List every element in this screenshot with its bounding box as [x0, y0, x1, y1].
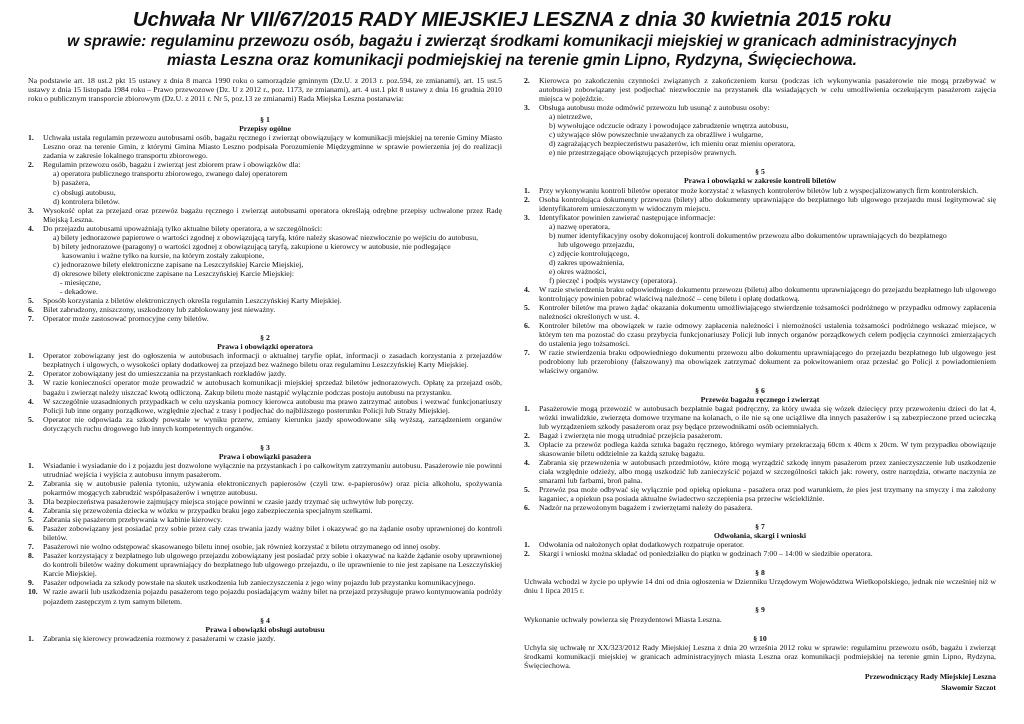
section-5-subitem: a) nazwę operatora, [549, 221, 610, 231]
section-4-item: 2. Kierowca po zakończeniu czynności związanych z zakończeniem kursu (podczas ich wykonywania pasażerowie nie mogą przebywać w autobusie) zobowiązany jest podjechać niezwłocznie na przystanek dla wsiadających w celu umożliwienia oczekującym pasażerom zajęcia miejsca w pojeździe. [524, 76, 996, 104]
section-4-subitem: d) zagrażających bezpieczeństwu pasażerów, ich mieniu oraz mieniu operatora, [549, 139, 796, 149]
section-1-item-5-text: Sposób korzystania z biletów elektronicznych określa regulamin Leszczyńskiej Karty Miejskiej. [43, 296, 342, 306]
section-5-item: 4. W razie stwierdzenia braku odpowiedniego dokumentu przewozu (biletu) albo dokumentu uprawniającego do przejazdu bezpłatnego lub ulgowego kontrolujący powinien pobrać właściwą należność – cenę biletu i opłatę dodatkową. [524, 285, 996, 304]
section-3-item: 6. Pasażer zobowiązany jest posiadać przy sobie przez cały czas trwania jazdy ważny bilet i okazywać go na żądanie osoby uprawnionej do kontroli biletów. [28, 524, 502, 543]
section-5-subitem: c) zdjęcie kontrolującego, [549, 248, 630, 258]
section-8 [524, 568, 996, 595]
section-2-item: 1. Operator zobowiązany jest do ogłoszenia w autobusach informacji o aktualnej taryfie opłat, informacji o zasadach korzystania z przejazdów bezpłatnych i ulgowych, o wysokości opłaty dodatkowej za przejazd bez ważnego biletu oraz regulaminu Leszczyńskiej Karty Miejskiej. [28, 351, 502, 370]
section-3-item-3-text: Dla bezpieczeństwa pasażerowie zajmujący miejsca stojące powinni w czasie jazdy trzymać się uchwytów lub poręczy. [43, 497, 414, 507]
section-3-title: Prawa i obowiązki pasażera [218, 451, 312, 461]
section-2-item: 2. Operator zobowiązany jest do umieszczania na przystankach rozkładów jazdy. [28, 369, 502, 378]
section-2-item: 4. W szczególnie uzasadnionych przypadkach w celu uzyskania pomocy kierowca autobusu ma prawo zatrzymać autobus i wezwać funkcjonariuszy Policji lub inne organy porządkowe, względnie zjechać z trasy i podjechać do najbliższego posterunku Policji lub Straży Miejskiej. [28, 396, 502, 415]
section-3-item: 7. Pasażerowi nie wolno odstępować skasowanego biletu innej osobie, jak również korzystać z biletu otrzymanego od innej osoby. [28, 542, 502, 551]
document-subtitle-line-2: miasta Leszna oraz komunikacji podmiejskiej na terenie gmin Lipno, Rydzyna, Święciechowa. [167, 52, 857, 69]
section-6-item: 1. Pasażerowie mogą przewozić w autobusach bezpłatnie bagaż podręczny, za który uważa się wózek dziecięcy przy przewożeniu dzieci do lat 4, wózki inwalidzkie, zwierzęta domowe trzymane na kolanach, o ile nie są one uciążliwe dla innych pasażerów i są zabezpieczone przed ucieczką lub wyrządzeniem szkody pasażerom oraz psy będące przewodnikami osób ociemniałych. [524, 403, 996, 431]
section-10 [524, 634, 996, 692]
left-column [28, 76, 502, 653]
section-1-item: 3. Wysokość opłat za przejazd oraz przewóz bagażu ręcznego i zwierząt autobusami operatora określają odrębne przepisy uchwalone przez Radę Miejską Leszna. [28, 205, 502, 224]
section-1-subitem: b) pasażera, [53, 178, 91, 188]
legal-basis-intro: Na podstawie art. 18 ust.2 pkt 15 ustawy z dnia 8 marca 1990 roku o samorządzie gminnym (Dz.U. z 2013 r. poz.594, ze zmianami), art. 15 ust.5 ustawy z dnia 15 listopada 1984 roku – Prawo przewozowe (Dz. U z 2012 r., poz. 1173, ze zmianami), art. 4 ust.1 pkt 8 ustawy z dnia 16 grudnia 2010 roku o publicznym transporcie zbiorowym (Dz.U. z 2011 r. Nr 5, poz.13 ze zmianami) Rada Miejska Leszna postanawia: [28, 76, 502, 104]
section-7-item-1-text: Odwołania od nałożonych opłat dodatkowych rozpatruje operator. [539, 540, 745, 550]
section-5-item: 3. Identyfikator powinien zawierać następujące informacje: [524, 213, 996, 222]
section-6-item: 6. Nadzór na przewożonym bagażem i zwierzętami należy do pasażera. [524, 503, 996, 512]
section-5-subitem: f) pieczęć i podpis wystawcy (operatora). [549, 275, 678, 285]
section-2 [28, 333, 502, 433]
section-1-item: 2. Regulamin przewozu osób, bagażu i zwierząt jest zbiorem praw i obowiązków dla: [28, 160, 502, 169]
section-5-item-1-text: Przy wykonywaniu kontroli biletów operator może korzystać z własnych kontrolerów biletów lub z wyspecjalizowanych firm kontrolerskich. [539, 185, 979, 195]
section-3-item: 3. Dla bezpieczeństwa pasażerowie zajmujący miejsca stojące powinni w czasie jazdy trzymać się uchwytów lub poręczy. [28, 497, 502, 506]
section-7-item: 1. Odwołania od nałożonych opłat dodatkowych rozpatruje operator. [524, 540, 996, 549]
section-1-subitem: d) kontrolera biletów. [53, 196, 120, 206]
section-9-text: Wykonanie uchwały powierza się Prezydentowi Miasta Leszna. [524, 614, 722, 624]
section-4-item-2-text: Kierowca po zakończeniu czynności związanych z zakończeniem kursu (podczas ich wykonywania pasażerowie nie mogą przebywać w autobusie) zobowiązany jest podjechać niezwłocznie na przystanek dla wsiadających w celu umożliwienia oczekującym pasażerom zajęcia miejsca w pojeździe. [539, 76, 996, 104]
section-3-item-7-text: Pasażerowi nie wolno odstępować skasowanego biletu innej osobie, jak również korzystać z biletu otrzymanego od innej osoby. [43, 542, 441, 552]
section-1-number: § 1 [260, 115, 270, 125]
section-4-subitem: e) nie przestrzegające obowiązujących przepisów prawnych. [549, 148, 737, 158]
section-4-start [28, 616, 502, 643]
section-3-item: 9. Pasażer odpowiada za szkody powstałe na skutek uszkodzenia lub zanieczyszczenia z jego winy pojazdu lub przystanku komunikacyjnego. [28, 578, 502, 587]
document-title: Uchwała Nr VII/67/2015 RADY MIEJSKIEJ LESZNA z dnia 30 kwietnia 2015 roku [132, 8, 892, 31]
section-1-item-1-text: Uchwała ustala regulamin przewozu autobusami osób, bagażu ręcznego i zwierząt obowiązujący w komunikacji miejskiej na terenie Gminy Miasto Leszno oraz na terenie Gmin, z którymi Gmina Miasto Leszno podpisała Porozumienie Międzygminne w sprawie powierzenia jej do realizacji zadania w zakresie lokalnego transportu zbiorowego. [43, 133, 502, 161]
section-5-item-3-text: Identyfikator powinien zawierać następujące informacje: [539, 212, 716, 222]
section-6-title: Przewóz bagażu ręcznego i zwierząt [700, 394, 820, 404]
section-1-subitem: c) jednorazowe bilety elektroniczne zapisane na Leszczyńskiej Karcie Miejskiej, [53, 259, 304, 269]
section-4-subitem: c) używające słów powszechnie uważanych za obraźliwe i wulgarne, [549, 130, 764, 140]
section-1 [28, 115, 502, 323]
section-1-item: 6. Bilet zabrudzony, zniszczony, uszkodzony lub zablokowany jest nieważny. [28, 305, 502, 314]
section-3-item: 10. W razie awarii lub uszkodzenia pojazdu pasażerom tego pojazdu posiadającym ważny bilet na przejazd przysługuje prawo kontynuowania podróży pojazdem zastępczym z tym samym biletem. [28, 587, 502, 606]
section-7-title: Odwołania, skargi i wnioski [713, 531, 807, 541]
section-1-item-6-text: Bilet zabrudzony, zniszczony, uszkodzony lub zablokowany jest nieważny. [43, 305, 276, 315]
section-3-item-6-text: Pasażer zobowiązany jest posiadać przy sobie przez cały czas trwania jazdy ważny bilet i okazywać go na żądanie osoby uprawnionej do kontroli biletów. [43, 524, 502, 543]
section-5-subitem: e) okres ważności, [549, 266, 607, 276]
section-10-number: § 10 [753, 633, 767, 643]
section-5-title: Prawa i obowiązki w zakresie kontroli biletów [683, 176, 837, 186]
section-7-number: § 7 [755, 522, 765, 532]
section-3-number: § 3 [260, 442, 270, 452]
document-subtitle-line-1: w sprawie: regulaminu przewozu osób, bagażu i zwierząt środkami komunikacji miejskiej w granicach administracyjnych [67, 33, 957, 50]
section-2-title: Prawa i obowiązki operatora [217, 342, 313, 352]
section-2-item: 5. Operator nie odpowiada za szkody powstałe w wyniku przerw, zmiany kierunku jazdy spowodowane siłą wyższą, zarządzeniem organów dotyczących ruchu drogowego lub innych kompetentnych organów. [28, 414, 502, 433]
section-3-item-8-text: Pasażer korzystający z bezpłatnego lub ulgowego przejazdu zobowiązany jest posiadać przy sobie i okazywać na każde żądanie osoby uprawnionej do kontroli biletów ważny dokument uprawniający do bezpłatnego lub ulgowego przejazdu, o ile uprawnienie to nie jest zapisane na Leszczyńskiej Karcie Miejskiej. [43, 551, 502, 579]
section-10-text: Uchyla się uchwałę nr XX/323/2012 Rady Miejskiej Leszna z dnia 20 września 2012 roku w sprawie: regulaminu przewozu osób, bagażu i zwierząt środkami komunikacji miejskiej w granicach administracyjnych miasta Leszna oraz komunikacji podmiejskiej na terenie gmin Lipno, Rydzyna, Święciechowa. [524, 642, 996, 670]
section-2-item-1-text: Operator zobowiązany jest do ogłoszenia w autobusach informacji o aktualnej taryfie opłat, informacji o zasadach korzystania z przejazdów bezpłatnych i ulgowych, o wysokości opłaty dodatkowej za przejazd bez ważnego biletu oraz regulaminu Leszczyńskiej Karty Miejskiej. [43, 351, 502, 370]
section-1-subitem: a) bilety jednorazowe papierowe o wartości zgodnej z obowiązującą taryfą, które należy skasować niezwłocznie po wejściu do autobusu, [53, 232, 479, 242]
section-5 [524, 167, 996, 375]
section-4-item-1-text: Zabrania się kierowcy prowadzenia rozmowy z pasażerami w czasie jazdy. [43, 633, 276, 643]
section-6-item-3-text: Opłacie za przewóz podlega każda sztuka bagażu ręcznego, którego wymiary przekraczają 60cm x 40cm x 20cm. W tym przypadku obowiązuje skasowanie biletu oddzielnie za każdą sztukę bagażu. [539, 439, 996, 458]
section-5-item: 1. Przy wykonywaniu kontroli biletów operator może korzystać z własnych kontrolerów biletów lub z wyspecjalizowanych firm kontrolerskich. [524, 186, 996, 195]
section-3-item: 1. Wsiadanie i wysiadanie do i z pojazdu jest dozwolone wyłącznie na przystankach i po całkowitym zatrzymaniu autobusu. Pasażerowie nie powinni utrudniać wejścia i wyjścia z autobusu innym pasażerom. [28, 460, 502, 479]
section-5-item: 2. Osoba kontrolująca dokumenty przewozu (bilety) albo dokumenty uprawniające do bezpłatnego lub ulgowego przejazdu musi legitymować się identyfikatorem umieszczonym w widocznym miejscu. [524, 194, 996, 213]
section-5-item: 5. Kontroler biletów ma prawo żądać okazania dokumentu umożliwiającego stwierdzenie tożsamości podróżnego w przypadku odmowy zapłacenia należności określonych w ust. 4. [524, 303, 996, 322]
section-6-item-5-text: Przewóz psa może odbywać się wyłącznie pod opieką opiekuna - pasażera oraz pod warunkiem, że pies jest trzymany na smyczy i ma założony kaganiec, a opiekun psa posiada aktualne świadectwo szczepienia psa przeciw wściekliźnie. [539, 485, 996, 504]
section-7-item: 2. Skargi i wnioski można składać od poniedziałku do piątku w godzinach 7:00 – 14:00 w siedzibie operatora. [524, 549, 996, 558]
section-5-subitem-continuation: lub ulgowego przejazdu, [558, 239, 635, 249]
section-4-item-3-text: Obsługa autobusu może odmówić przewozu lub usunąć z autobusu osoby: [539, 103, 770, 113]
section-6-item-6-text: Nadzór na przewożonym bagażem i zwierzętami należy do pasażera. [539, 503, 753, 513]
section-3-item-2-text: Zabrania się w autobusie palenia tytoniu, używania elektronicznych papierosów (czyli tzw. e-papierosów) oraz picia alkoholu, spożywania pokarmów mogących zabrudzić współpasażerów i wnętrze autobusu. [43, 478, 502, 497]
section-6-item-1-text: Pasażerowie mogą przewozić w autobusach bezpłatnie bagaż podręczny, za który uważa się wózek dziecięcy przy przewożeniu dzieci do lat 4, wózki inwalidzkie, zwierzęta domowe trzymane na kolanach, o ile nie są one uciążliwe dla innych pasażerów i są zabezpieczone przed ucieczką lub wyrządzeniem szkody pasażerom oraz psy będące przewodnikami osób ociemniałych. [539, 403, 996, 431]
section-1-item-4-text: Do przejazdu autobusami upoważniają tylko aktualne bilety operatora, a w szczególności: [43, 223, 323, 233]
section-5-number: § 5 [755, 167, 765, 177]
section-1-item: 4. Do przejazdu autobusami upoważniają tylko aktualne bilety operatora, a w szczególności: [28, 224, 502, 233]
section-9-number: § 9 [755, 605, 765, 615]
section-6-item: 5. Przewóz psa może odbywać się wyłącznie pod opieką opiekuna - pasażera oraz pod warunkiem, że pies jest trzymany na smyczy i ma założony kaganiec, a opiekun psa posiada aktualne świadectwo szczepienia psa przeciw wściekliźnie. [524, 485, 996, 504]
section-6-number: § 6 [755, 385, 765, 395]
section-2-item-2-text: Operator zobowiązany jest do umieszczania na przystankach rozkładów jazdy. [43, 369, 287, 379]
section-1-subitem: b) bilety jednorazowe (paragony) o wartości zgodnej z obowiązującą taryfą, zakupione u kierowcy w autobusie, nie podlegające [53, 241, 451, 251]
section-3-item-4-text: Zabrania się przewożenia dziecka w wózku w przypadku braku jego zabezpieczenia specjalnym szelkami. [43, 506, 373, 516]
section-6-item: 2. Bagaż i zwierzęta nie mogą utrudniać przejścia pasażerom. [524, 431, 996, 440]
section-9 [524, 605, 996, 623]
signature-name: Sławomir Szczot [941, 682, 996, 692]
section-3-item: 2. Zabrania się w autobusie palenia tytoniu, używania elektronicznych papierosów (czyli tzw. e-papierosów) oraz picia alkoholu, spożywania pokarmów mogących zabrudzić współpasażerów i wnętrze autobusu. [28, 478, 502, 497]
section-5-item-4-text: W razie stwierdzenia braku odpowiedniego dokumentu przewozu (biletu) albo dokumentu uprawniającego do przejazdu bezpłatnego lub ulgowego kontrolujący powinien pobrać właściwą należność – cenę biletu i opłatę dodatkową. [539, 285, 996, 304]
section-2-item-5-text: Operator nie odpowiada za szkody powstałe w wyniku przerw, zmiany kierunku jazdy spowodowane siłą wyższą, zarządzeniem organów dotyczących ruchu drogowego lub innych kompetentnych organów. [43, 414, 502, 433]
section-4-title: Prawa i obowiązki obsługi autobusu [205, 624, 325, 634]
section-1-subitem: c) obsługi autobusu, [53, 187, 116, 197]
section-3-item-9-text: Pasażer odpowiada za szkody powstałe na skutek uszkodzenia lub zanieczyszczenia z jego winy pojazdu lub przystanku komunikacyjnego. [43, 578, 476, 588]
section-4-item: 3. Obsługa autobusu może odmówić przewozu lub usunąć z autobusu osoby: [524, 103, 996, 112]
section-1-title: Przepisy ogólne [239, 124, 291, 134]
section-7-item-2-text: Skargi i wnioski można składać od poniedziałku do piątku w godzinach 7:00 – 14:00 w siedzibie operatora. [539, 549, 873, 559]
section-6-item-4-text: Zabrania się przewożenia w autobusach przedmiotów, które mogą wyrządzić szkodę innym pasażerom przez zanieczyszczenie lub uszkodzenie ciała względnie odzieży, albo mogą uszkodzić lub zanieczyścić pojazd w szczególności takich jak: rowery, ostre narzędzia, otwarte naczynia ze smarami lub farbami, broń palna. [539, 457, 996, 485]
section-2-item: 3. W razie konieczności operator może prowadzić w autobusach komunikacji miejskiej sprzedaż biletów jednorazowych. Opłatę za przejazd osób, bagażu i zwierząt należy uiszczać kwotą odliczoną. Zakup biletu może nastąpić wyłącznie podczas postoju autobusu na przystanku. [28, 378, 502, 397]
section-1-item: 7. Operator może zastosować promocyjne ceny biletów. [28, 314, 502, 323]
section-1-subitem: a) operatora publicznego transportu zbiorowego, zwanego dalej operatorem [53, 169, 288, 179]
section-6-item-2-text: Bagaż i zwierzęta nie mogą utrudniać przejścia pasażerom. [539, 430, 723, 440]
section-1-subitem-continuation: kasowaniu i ważne tylko na kursie, na którym zostały zakupione, [62, 250, 265, 260]
section-5-item-7-text: W razie stwierdzenia braku odpowiedniego dokumentu przewozu albo dokumentu uprawniającego do przejazdu bezpłatnego lub ulgowego jest podrobiony lub przerobiony (fałszowany) ma obowiązek zatrzymać dokument za pokwitowaniem oraz przesłać go Policji z powiadomieniem właściwy organów. [539, 348, 996, 376]
section-1-item-2-text: Regulamin przewozu osób, bagażu i zwierząt jest zbiorem praw i obowiązków dla: [43, 160, 301, 170]
section-4-item: 1. Zabrania się kierowcy prowadzenia rozmowy z pasażerami w czasie jazdy. [28, 634, 502, 643]
section-6 [524, 386, 996, 513]
section-3-item-1-text: Wsiadanie i wysiadanie do i z pojazdu jest dozwolone wyłącznie na przystankach i po całkowitym zatrzymaniu autobusu. Pasażerowie nie powinni utrudniać wejścia i wyjścia z autobusu innym pasażerom. [43, 460, 502, 479]
section-1-subitem-dash: - miesięczne, [60, 277, 101, 287]
section-4-subitem: b) wywołujące odczucie odrazy i powodujące zabrudzenie wnętrza autobusu, [549, 121, 789, 131]
section-6-item: 3. Opłacie za przewóz podlega każda sztuka bagażu ręcznego, którego wymiary przekraczają 60cm x 40cm x 20cm. W tym przypadku obowiązuje skasowanie biletu oddzielnie za każdą sztukę bagażu. [524, 439, 996, 458]
section-1-item-7-text: Operator może zastosować promocyjne ceny biletów. [43, 314, 209, 324]
section-4-continued [524, 76, 996, 157]
section-4-subitem: a) nietrzeźwe, [549, 112, 593, 122]
right-column [524, 76, 996, 702]
section-5-item-6-text: Kontroler biletów ma obowiązek w razie odmowy zapłacenia należności i niemożności ustalenia tożsamości podróżnego wskazać miejsce, w którym ten ma pozostać do czasu przybycia funkcjonariuszy Policji lub innych organów porządkowych celem podjęcia czynności zmierzających do ustalenia jego tożsamości. [539, 321, 996, 349]
section-3-item: 5. Zabrania się pasażerom przebywania w kabinie kierowcy. [28, 515, 502, 524]
section-1-item-3-text: Wysokość opłat za przejazd oraz przewóz bagażu ręcznego i zwierząt autobusami operatora określają odrębne przepisy uchwalone przez Radę Miejską Leszna. [43, 205, 502, 224]
section-6-item: 4. Zabrania się przewożenia w autobusach przedmiotów, które mogą wyrządzić szkodę innym pasażerom przez zanieczyszczenie lub uszkodzenie ciała względnie odzieży, albo mogą uszkodzić lub zanieczyścić pojazd w szczególności takich jak: rowery, ostre narzędzia, otwarte naczynia ze smarami lub farbami, broń palna. [524, 457, 996, 485]
document-header [0, 8, 1024, 70]
section-1-subitem-dash: - dekadowe. [60, 287, 98, 297]
section-3 [28, 443, 502, 606]
section-3-item-5-text: Zabrania się pasażerom przebywania w kabinie kierowcy. [43, 515, 223, 525]
section-5-item-2-text: Osoba kontrolująca dokumenty przewozu (bilety) albo dokumenty uprawniające do bezpłatnego lub ulgowego przejazdu musi legitymować się identyfikatorem umieszczonym w widocznym miejscu. [539, 194, 996, 213]
section-2-number: § 2 [260, 333, 270, 343]
signature-role: Przewodniczący Rady Miejskiej Leszna [864, 671, 996, 681]
section-5-subitem: b) numer identyfikacyjny osoby dokonującej kontroli dokumentów przewozu albo dokumentów uprawniających do bezpłatnego [549, 230, 947, 240]
section-7 [524, 522, 996, 558]
section-3-item-10-text: W razie awarii lub uszkodzenia pojazdu pasażerom tego pojazdu posiadającym ważny bilet na przejazd przysługuje prawo kontynuowania podróży pojazdem zastępczym z tym samym biletem. [43, 587, 502, 606]
section-5-item: 6. Kontroler biletów ma obowiązek w razie odmowy zapłacenia należności i niemożności ustalenia tożsamości podróżnego wskazać miejsce, w którym ten ma pozostać do czasu przybycia funkcjonariuszy Policji lub innych organów porządkowych celem podjęcia czynności zmierzających do ustalenia jego tożsamości. [524, 321, 996, 349]
section-5-item: 7. W razie stwierdzenia braku odpowiedniego dokumentu przewozu albo dokumentu uprawniającego do przejazdu bezpłatnego lub ulgowego jest podrobiony lub przerobiony (fałszowany) ma obowiązek zatrzymać dokument za pokwitowaniem oraz przesłać go Policji z powiadomieniem właściwy organów. [524, 348, 996, 376]
section-1-item: 5. Sposób korzystania z biletów elektronicznych określa regulamin Leszczyńskiej Karty Miejskiej. [28, 296, 502, 305]
section-4-number: § 4 [260, 615, 270, 625]
section-3-item: 4. Zabrania się przewożenia dziecka w wózku w przypadku braku jego zabezpieczenia specjalnym szelkami. [28, 506, 502, 515]
section-2-item-4-text: W szczególnie uzasadnionych przypadkach w celu uzyskania pomocy kierowca autobusu ma prawo zatrzymać autobus i wezwać funkcjonariuszy Policji lub inne organy porządkowe, względnie zjechać z trasy i podjechać do najbliższego posterunku Policji lub Straży Miejskiej. [43, 396, 502, 415]
section-1-subitem: d) okresowe bilety elektroniczne zapisane na Leszczyńskiej Karcie Miejskiej: [53, 268, 295, 278]
section-5-item-5-text: Kontroler biletów ma prawo żądać okazania dokumentu umożliwiającego stwierdzenie tożsamości podróżnego w przypadku odmowy zapłacenia należności określonych w ust. 4. [539, 303, 996, 322]
section-5-subitem: d) zakres upoważnienia, [549, 257, 625, 267]
section-2-item-3-text: W razie konieczności operator może prowadzić w autobusach komunikacji miejskiej sprzedaż biletów jednorazowych. Opłatę za przejazd osób, bagażu i zwierząt należy uiszczać kwotą odliczoną. Zakup biletu może nastąpić wyłącznie podczas postoju autobusu na przystanku. [43, 378, 502, 397]
section-3-item: 8. Pasażer korzystający z bezpłatnego lub ulgowego przejazdu zobowiązany jest posiadać przy sobie i okazywać na każde żądanie osoby uprawnionej do kontroli biletów ważny dokument uprawniający do bezpłatnego lub ulgowego przejazdu, o ile uprawnienie to nie jest zapisane na Leszczyńskiej Karcie Miejskiej. [28, 551, 502, 579]
section-8-number: § 8 [755, 568, 765, 578]
section-8-text: Uchwała wchodzi w życie po upływie 14 dni od dnia ogłoszenia w Dzienniku Urzędowym Województwa Wielkopolskiego, jednak nie wcześniej niż w dniu 1 lipca 2015 r. [524, 577, 996, 596]
section-1-item: 1. Uchwała ustala regulamin przewozu autobusami osób, bagażu ręcznego i zwierząt obowiązujący w komunikacji miejskiej na terenie Gminy Miasto Leszno oraz na terenie Gmin, z którymi Gmina Miasto Leszno podpisała Porozumienie Międzygminne w sprawie powierzenia jej do realizacji zadania w zakresie lokalnego transportu zbiorowego. [28, 133, 502, 161]
